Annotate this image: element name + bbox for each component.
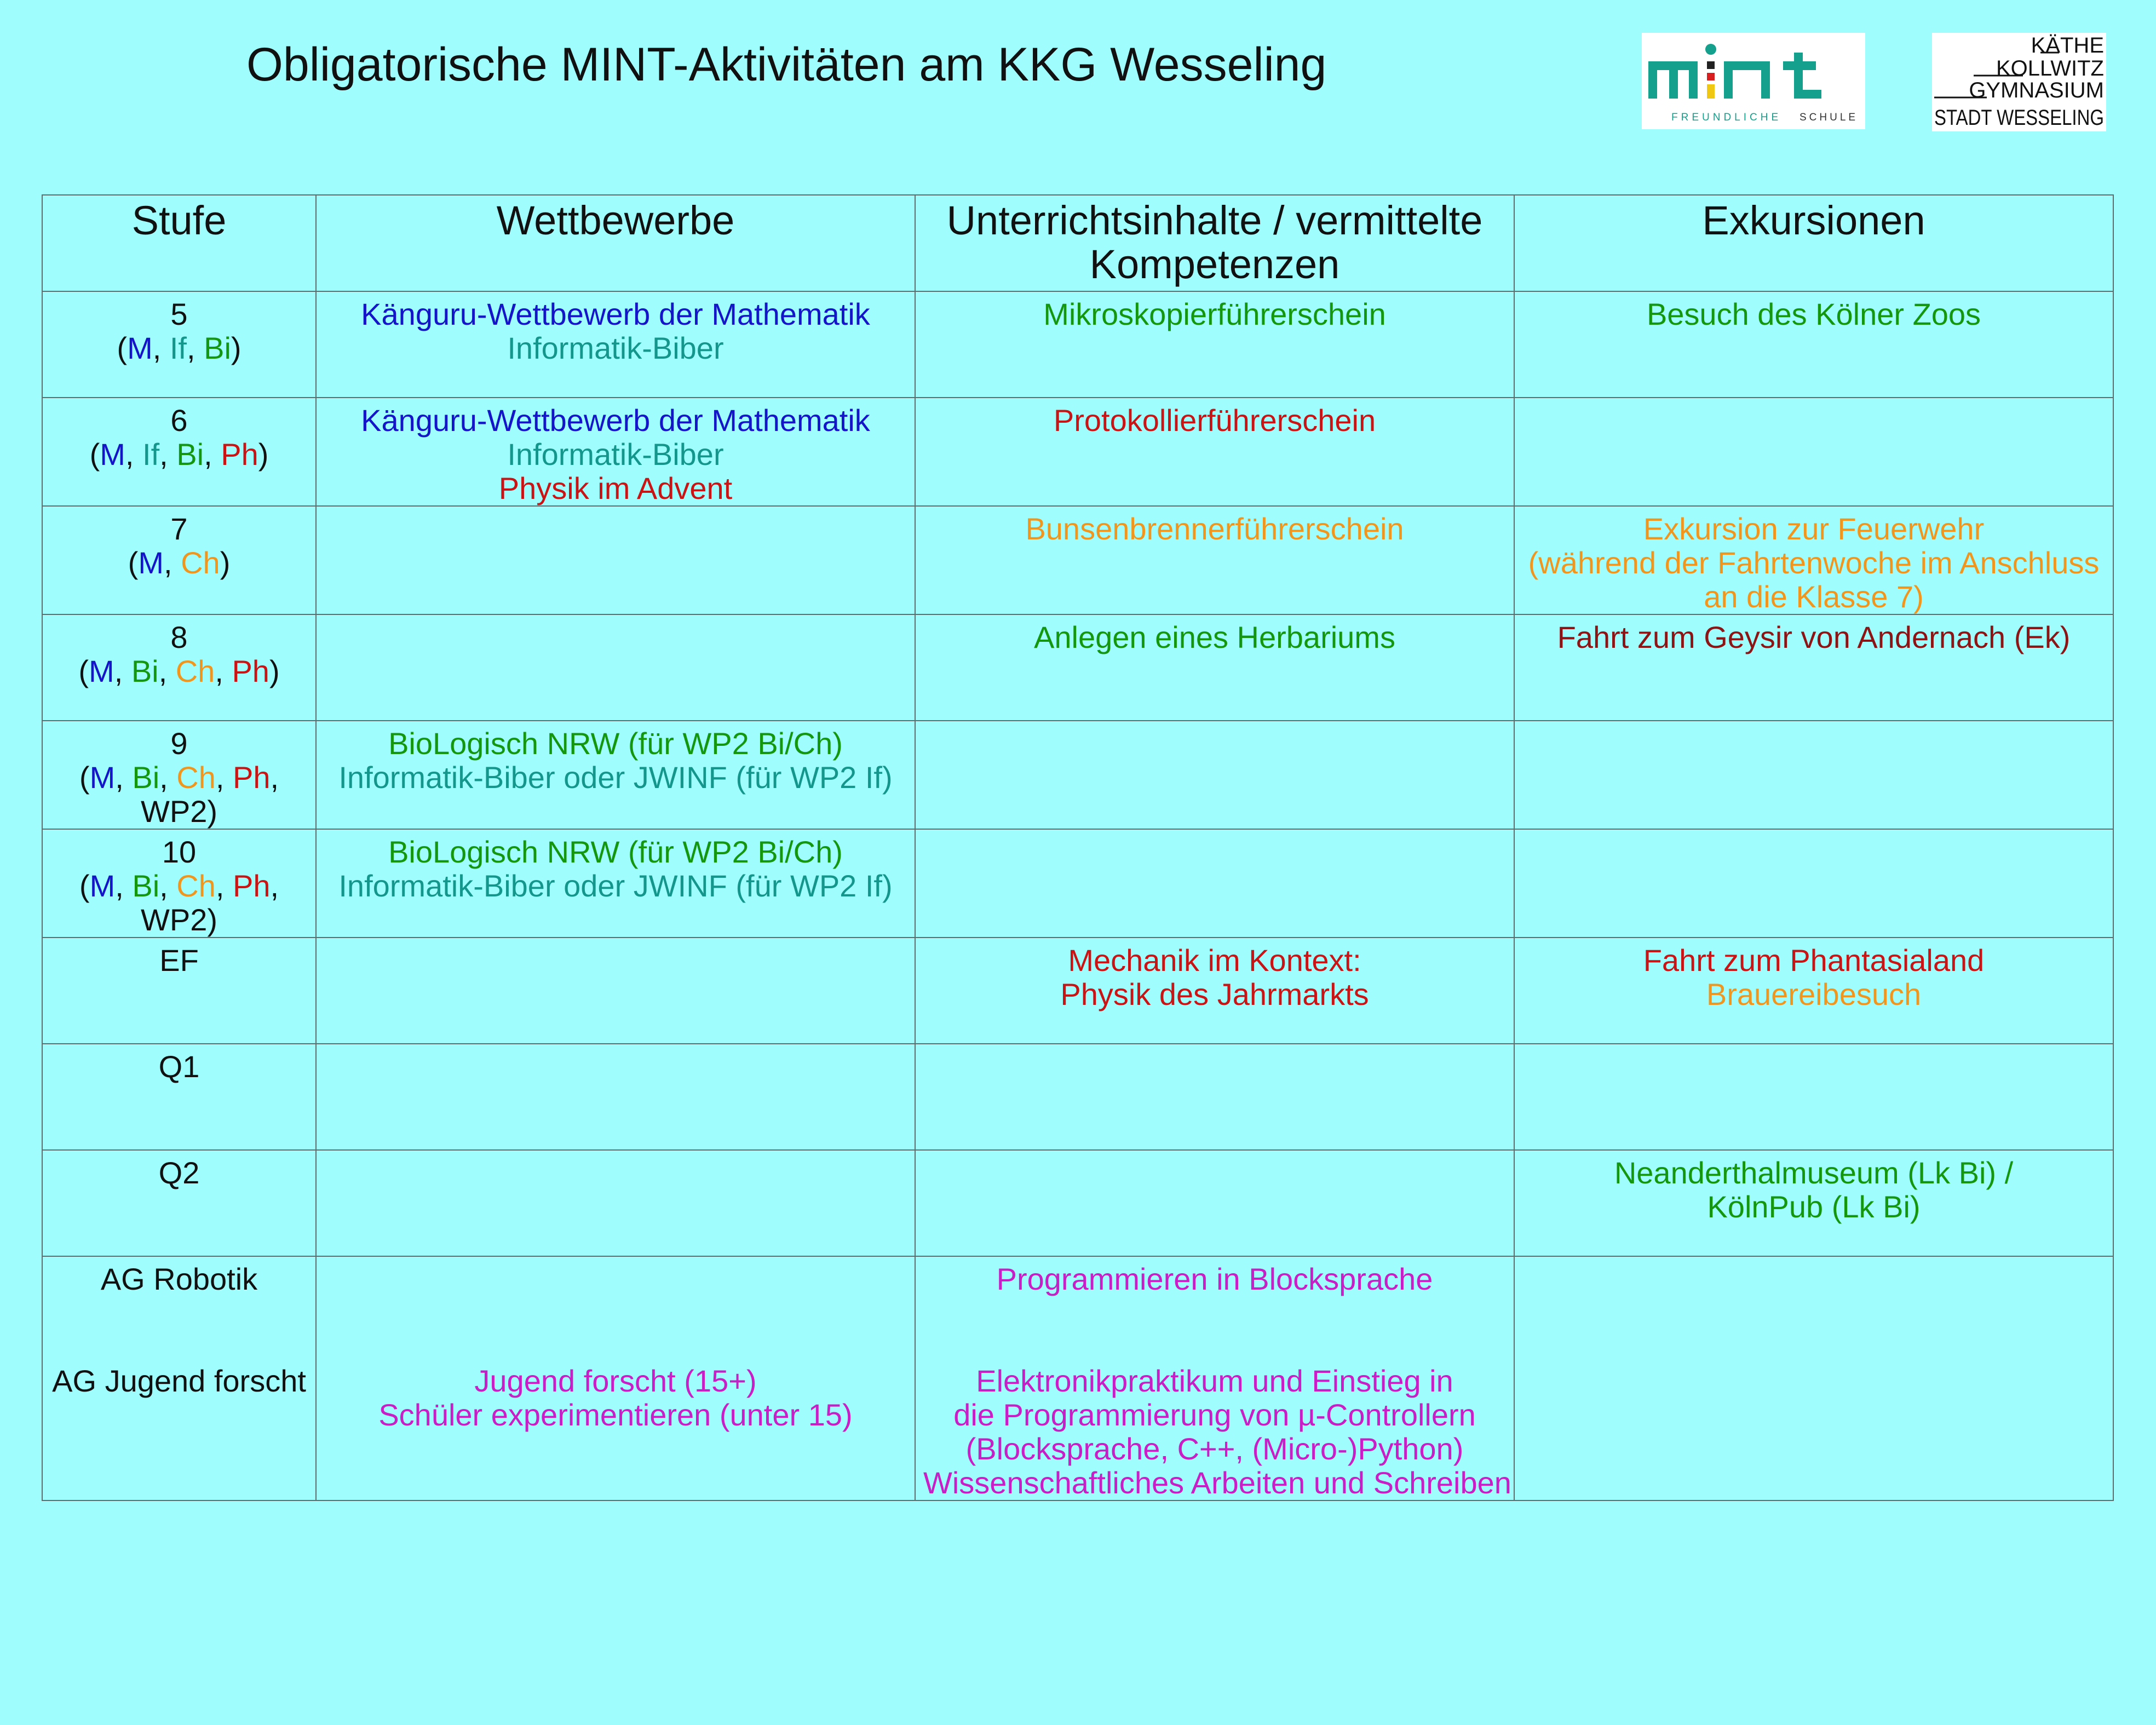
stufe-cell — [42, 506, 316, 614]
stufe-cell — [42, 938, 316, 1044]
stufe-cell — [42, 829, 316, 938]
cell-text: Fahrt zum Geysir von Andernach (Ek) — [1557, 620, 2071, 654]
subject-tag: M — [127, 331, 153, 365]
ag-robotik-label: AG Robotik — [100, 1262, 258, 1296]
wettbewerbe-cell — [316, 614, 915, 721]
table-row — [42, 1150, 2113, 1256]
cell-text: (Blocksprache, C++, (Micro-)Python) — [965, 1431, 1464, 1466]
stufe-cell — [42, 1150, 316, 1256]
subject-tag: Ph — [233, 869, 271, 903]
wettbewerbe-cell — [316, 938, 915, 1044]
header-unterricht: Unterrichtsinhalte / vermittelte Kompetenzen — [915, 195, 1514, 291]
stufe-cell — [42, 614, 316, 721]
table-row — [42, 938, 2113, 1044]
unterricht-cell — [915, 1150, 1514, 1256]
exkursionen-cell — [1514, 938, 2113, 1044]
table-row — [42, 829, 2113, 938]
subject-tag: Bi — [204, 331, 231, 365]
cell-text: Brauereibesuch — [1706, 977, 1922, 1011]
cell-text: Informatik-Biber oder JWINF (für WP2 If) — [338, 869, 893, 903]
subject-tag: M — [89, 869, 116, 903]
cell-text: Fahrt zum Phantasialand — [1643, 943, 1985, 978]
mint-tagline-b: SCHULE — [1799, 112, 1859, 123]
subject-list: (M, Bi, Ch, Ph) — [78, 654, 280, 688]
school-logo-line2: KOLLWITZ — [1996, 56, 2104, 81]
exkursionen-cell — [1514, 829, 2113, 938]
unterricht-cell — [915, 829, 1514, 938]
page-title: Obligatorische MINT-Aktivitäten am KKG Wesseling — [246, 38, 1327, 91]
exkursionen-cell — [1514, 1256, 2113, 1500]
stufe-cell — [42, 1044, 316, 1150]
stufe-label: 7 — [170, 511, 188, 546]
cell-text: Programmieren in Blocksprache — [996, 1262, 1433, 1296]
exkursionen-cell — [1514, 291, 2113, 398]
table-row — [42, 614, 2113, 721]
stufe-cell — [42, 721, 316, 829]
subject-extra: WP2) — [141, 794, 217, 829]
cell-text: Besuch des Kölner Zoos — [1646, 297, 1981, 331]
ag-jugend-label: AG Jugend forscht — [52, 1364, 306, 1398]
subject-tag: Ph — [233, 760, 271, 795]
subject-tag: Bi — [132, 760, 160, 795]
cell-text: Känguru-Wettbewerb der Mathematik — [361, 297, 870, 331]
exkursionen-cell — [1514, 1150, 2113, 1256]
wettbewerbe-cell — [316, 398, 915, 506]
cell-text: Elektronikpraktikum und Einstieg in — [976, 1364, 1453, 1398]
unterricht-cell — [915, 614, 1514, 721]
subject-list: (M, If, Bi) — [117, 331, 242, 365]
cell-text: Informatik-Biber oder JWINF (für WP2 If) — [338, 760, 893, 795]
subject-tag: Ch — [175, 654, 215, 688]
cell-text: Wissenschaftliches Arbeiten und Schreiben — [923, 1465, 1511, 1500]
table-row — [42, 721, 2113, 829]
stufe-label: 8 — [170, 620, 188, 654]
header-exkursionen: Exkursionen — [1514, 195, 2113, 291]
stufe-cell — [42, 1256, 316, 1500]
cell-text: Protokollierführerschein — [1053, 403, 1376, 438]
subject-tag: M — [100, 437, 125, 472]
exkursionen-cell — [1514, 614, 2113, 721]
unterricht-cell — [915, 291, 1514, 398]
wettbewerbe-cell — [316, 1044, 915, 1150]
cell-text: Neanderthalmuseum (Lk Bi) / — [1614, 1155, 2014, 1190]
table-row — [42, 398, 2113, 506]
wettbewerbe-cell — [316, 721, 915, 829]
table-row-ag — [42, 1256, 2113, 1500]
wettbewerbe-cell — [316, 829, 915, 938]
cell-text: Anlegen eines Herbariums — [1034, 620, 1395, 654]
activities-table — [42, 194, 2114, 1501]
subject-tag: Ch — [176, 760, 216, 795]
stufe-cell — [42, 398, 316, 506]
school-logo-line1: KÄTHE — [2031, 33, 2104, 58]
stufe-label: 10 — [162, 835, 197, 869]
table-header-row — [42, 195, 2113, 291]
exkursionen-cell — [1514, 1044, 2113, 1150]
cell-text: Physik des Jahrmarkts — [1060, 977, 1369, 1011]
cell-text: Exkursion zur Feuerwehr — [1643, 511, 1985, 546]
subject-tag: Ph — [221, 437, 258, 472]
wettbewerbe-cell — [316, 506, 915, 614]
cell-text: an die Klasse 7) — [1704, 579, 1924, 614]
table-row — [42, 1044, 2113, 1150]
cell-text: BioLogisch NRW (für WP2 Bi/Ch) — [388, 835, 843, 869]
school-logo-line3: GYMNASIUM — [1969, 78, 2104, 102]
exkursionen-cell — [1514, 398, 2113, 506]
subject-tag: M — [89, 654, 114, 688]
mint-logo — [1642, 33, 1865, 129]
unterricht-cell — [915, 721, 1514, 829]
school-logo-line4: STADT WESSELING — [1934, 106, 2104, 130]
unterricht-cell — [915, 398, 1514, 506]
subject-tag: Ch — [181, 545, 220, 580]
subject-tag: M — [89, 760, 116, 795]
unterricht-cell — [915, 1044, 1514, 1150]
subject-list: (M, If, Bi, Ph) — [89, 437, 269, 472]
subject-tag: Ch — [176, 869, 216, 903]
table-row — [42, 506, 2113, 614]
subject-list: (M, Bi, Ch, Ph, — [79, 869, 279, 903]
header-wettbewerbe: Wettbewerbe — [316, 195, 915, 291]
cell-text: Informatik-Biber — [507, 331, 724, 365]
wettbewerbe-cell — [316, 1256, 915, 1500]
stufe-label: 5 — [170, 297, 188, 331]
cell-text: (während der Fahrtenwoche im Anschluss — [1528, 545, 2100, 580]
cell-text: Schüler experimentieren (unter 15) — [378, 1398, 853, 1432]
stufe-label: EF — [159, 943, 199, 978]
cell-text: Bunsenbrennerführerschein — [1025, 511, 1404, 546]
table-row — [42, 291, 2113, 398]
exkursionen-cell — [1514, 721, 2113, 829]
cell-text: die Programmierung von µ-Controllern — [953, 1398, 1476, 1432]
subject-tag: If — [142, 437, 160, 472]
unterricht-cell — [915, 938, 1514, 1044]
unterricht-cell — [915, 1256, 1514, 1500]
stufe-label: 6 — [170, 403, 188, 438]
cell-text: KölnPub (Lk Bi) — [1707, 1189, 1921, 1224]
subject-tag: Bi — [131, 654, 159, 688]
subject-list: (M, Ch) — [128, 545, 231, 580]
cell-text: BioLogisch NRW (für WP2 Bi/Ch) — [388, 726, 843, 761]
cell-text: Känguru-Wettbewerb der Mathematik — [361, 403, 870, 438]
school-logo — [1932, 33, 2106, 131]
subject-tag: M — [138, 545, 164, 580]
stufe-label: 9 — [170, 726, 188, 761]
subject-tag: Bi — [132, 869, 160, 903]
cell-text: Mikroskopierführerschein — [1043, 297, 1386, 331]
subject-tag: If — [169, 331, 187, 365]
cell-text: Informatik-Biber — [507, 437, 724, 472]
unterricht-cell — [915, 506, 1514, 614]
subject-tag: Ph — [232, 654, 269, 688]
mint-tagline-a: FREUNDLICHE — [1671, 112, 1782, 123]
cell-text: Mechanik im Kontext: — [1068, 943, 1361, 978]
cell-text: Physik im Advent — [498, 471, 733, 505]
wettbewerbe-cell — [316, 1150, 915, 1256]
subject-tag: Bi — [176, 437, 204, 472]
cell-text: Jugend forscht (15+) — [474, 1364, 757, 1398]
subject-extra: WP2) — [141, 902, 217, 937]
stufe-label: Q2 — [158, 1155, 200, 1190]
stufe-label: Q1 — [158, 1049, 200, 1084]
subject-list: (M, Bi, Ch, Ph, — [79, 760, 279, 795]
stufe-cell — [42, 291, 316, 398]
header-stufe: Stufe — [42, 195, 316, 291]
exkursionen-cell — [1514, 506, 2113, 614]
wettbewerbe-cell — [316, 291, 915, 398]
